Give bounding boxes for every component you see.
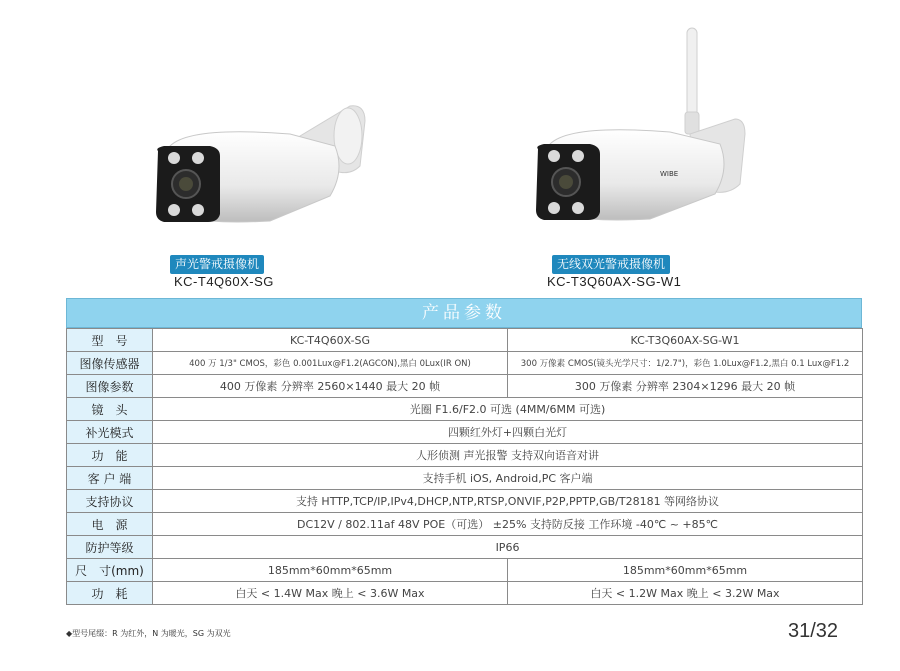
spec-table [66, 298, 862, 605]
camera-image-left [150, 96, 370, 246]
row-label: 尺 寸(mm) [67, 559, 153, 582]
row-label: 电 源 [67, 513, 153, 536]
table-row [67, 582, 863, 605]
table-row [67, 513, 863, 536]
page-number: 31/32 [788, 620, 839, 642]
cell-right: KC-T3Q60AX-SG-W1 [508, 329, 863, 352]
spec-table-body [66, 328, 863, 605]
cell-right: 白天 < 1.2W Max 晚上 < 3.2W Max [508, 582, 863, 605]
table-row [67, 421, 863, 444]
product-tag-right: 无线双光警戒摄像机 [552, 255, 670, 274]
camera-image-right [520, 24, 760, 246]
camera-brand-logo: WIBE [660, 170, 679, 178]
cell-merged: 支持手机 iOS, Android,PC 客户端 [153, 467, 863, 490]
cell-merged: 光圈 F1.6/F2.0 可选 (4MM/6MM 可选) [153, 398, 863, 421]
table-row [67, 467, 863, 490]
cell-left: 185mm*60mm*65mm [153, 559, 508, 582]
cell-left: 400 万 1/3" CMOS，彩色 0.001Lux@F1.2(AGCON),黑白 0Lux(IR ON) [153, 352, 508, 375]
cell-right: 185mm*60mm*65mm [508, 559, 863, 582]
cell-left: 400 万像素 分辨率 2560×1440 最大 20 帧 [153, 375, 508, 398]
cell-merged: IP66 [153, 536, 863, 559]
row-label: 图像参数 [67, 375, 153, 398]
row-label: 型 号 [67, 329, 153, 352]
cell-merged: 支持 HTTP,TCP/IP,IPv4,DHCP,NTP,RTSP,ONVIF,P2P,PPTP,GB/T28181 等网络协议 [153, 490, 863, 513]
table-row [67, 444, 863, 467]
cell-right: 300 万像素 分辨率 2304×1296 最大 20 帧 [508, 375, 863, 398]
table-row [67, 375, 863, 398]
table-row [67, 352, 863, 375]
table-row [67, 329, 863, 352]
product-model-right: KC-T3Q60AX-SG-W1 [547, 274, 682, 289]
spec-table-title: 产品参数 [66, 298, 862, 328]
row-label: 图像传感器 [67, 352, 153, 375]
row-label: 客 户 端 [67, 467, 153, 490]
row-label: 功 耗 [67, 582, 153, 605]
row-label: 功 能 [67, 444, 153, 467]
table-row [67, 490, 863, 513]
row-label: 支持协议 [67, 490, 153, 513]
row-label: 防护等级 [67, 536, 153, 559]
row-label: 镜 头 [67, 398, 153, 421]
cell-merged: 人形侦测 声光报警 支持双向语音对讲 [153, 444, 863, 467]
cell-merged: 四颗红外灯+四颗白光灯 [153, 421, 863, 444]
cell-left: KC-T4Q60X-SG [153, 329, 508, 352]
product-model-left: KC-T4Q60X-SG [174, 274, 274, 289]
cell-merged: DC12V / 802.11af 48V POE（可选） ±25% 支持防反接 工作环境 -40℃ ~ +85℃ [153, 513, 863, 536]
product-tag-left: 声光警戒摄像机 [170, 255, 264, 274]
row-label: 补光模式 [67, 421, 153, 444]
table-row [67, 398, 863, 421]
table-row [67, 559, 863, 582]
footnote: ◆型号尾缀：R 为红外，N 为暖光，SG 为双光 [66, 629, 231, 638]
cell-right: 300 万像素 CMOS(镜头光学尺寸：1/2.7")，彩色 1.0Lux@F1.2,黑白 0.1 Lux@F1.2 [508, 352, 863, 375]
table-row [67, 536, 863, 559]
cell-left: 白天 < 1.4W Max 晚上 < 3.6W Max [153, 582, 508, 605]
